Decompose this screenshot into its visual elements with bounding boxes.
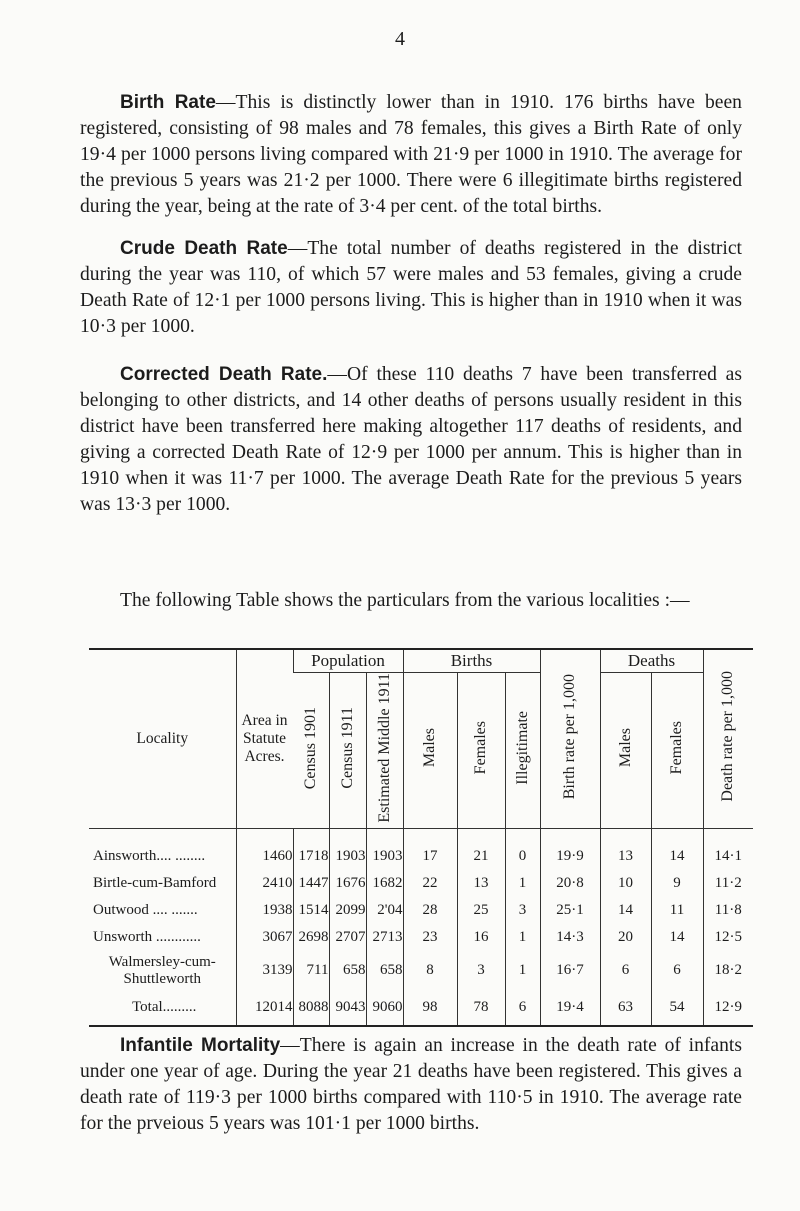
header-census-1901: Census 1901: [293, 673, 329, 829]
header-births-females: Females: [457, 673, 505, 829]
header-birth-rate: Birth rate per 1,000: [540, 649, 600, 828]
table-intro: The following Table shows the particulars from the various localities :—: [120, 590, 690, 611]
crude-death-rate-heading: Crude Death Rate: [120, 238, 288, 259]
header-census-1911: Census 1911: [329, 673, 366, 829]
header-illegitimate: Illegitimate: [505, 673, 540, 829]
infantile-mortality-text: —There is again an increase in the death rate of infants under one year of age. During the year 21 deaths have been registered. This gives a death rate of 119·3 per 1000 births compared with 110·5 in 1910. The average rate for the prveious 5 years was 101·1 per 1000 births.: [80, 1035, 742, 1134]
table-row: Outwood .... ....... 1938 1514 2099 2'04 28 25 3 25·1 14 11 11·8: [89, 897, 753, 924]
table-row: Walmersley-cum- Shuttleworth 3139 711 658 658 8 3 1 16·7 6 6 18·2: [89, 951, 753, 991]
table-row: Birtle-cum-Bamford 2410 1447 1676 1682 22 13 1 20·8 10 9 11·2: [89, 870, 753, 897]
page-number: 4: [395, 28, 405, 50]
localities-table: [89, 648, 753, 1027]
crude-death-rate-paragraph: [80, 236, 742, 340]
corrected-death-rate-paragraph: [80, 362, 742, 518]
infantile-mortality-paragraph: [80, 1033, 742, 1137]
corrected-death-rate-text: —Of these 110 deaths 7 have been transferred as belonging to other districts, and 14 other deaths of persons usually resident in this district have been transferred here making altogether 117 deaths of residents, and giving a corrected Death Rate of 12·9 per 1000 per annum. This is higher than in 1910 when it was 11·7 per 1000. The average Death Rate for the previous 5 years was 13·3 per 1000.: [80, 364, 742, 515]
corrected-death-rate-heading: Corrected Death Rate.: [120, 364, 328, 385]
header-deaths-males: Males: [600, 673, 651, 829]
header-births-males: Males: [403, 673, 457, 829]
header-deaths-females: Females: [651, 673, 703, 829]
crude-death-rate-text: —The total number of deaths registered in the district during the year was 110, of which 57 were males and 53 females, giving a crude Death Rate of 12·1 per 1000 persons living. This is higher than in 1910 when it was 10·3 per 1000.: [80, 238, 742, 337]
header-locality: Locality: [136, 729, 189, 747]
header-births: Births: [403, 649, 540, 673]
infantile-mortality-heading: Infantile Mortality: [120, 1035, 281, 1056]
header-deaths: Deaths: [600, 649, 703, 673]
header-death-rate: Death rate per 1,000: [703, 649, 753, 828]
table-total-row: Total......... 12014 8088 9043 9060 98 78 6 19·4 63 54 12·9: [89, 991, 753, 1026]
header-area: Area in Statute Acres.: [236, 649, 293, 828]
birth-rate-text: —This is distinctly lower than in 1910. 176 births have been registered, consisting of 98 males and 78 females, this gives a Birth Rate of only 19·4 per 1000 persons living compared with 21·9 per 1000 in 1910. The average for the previous 5 years was 21·2 per 1000. There were 6 illegitimate births registered during the year, being at the rate of 3·4 per cent. of the total births.: [80, 92, 742, 217]
header-estimated: Estimated Middle 1911: [366, 673, 403, 829]
table-row: Ainsworth.... ........ 1460 1718 1903 1903 17 21 0 19·9 13 14 14·1: [89, 843, 753, 870]
table-row: Unsworth ............ 3067 2698 2707 2713 23 16 1 14·3 20 14 12·5: [89, 924, 753, 951]
header-population: Population: [293, 649, 403, 673]
birth-rate-heading: Birth Rate: [120, 92, 216, 113]
birth-rate-paragraph: [80, 90, 742, 220]
